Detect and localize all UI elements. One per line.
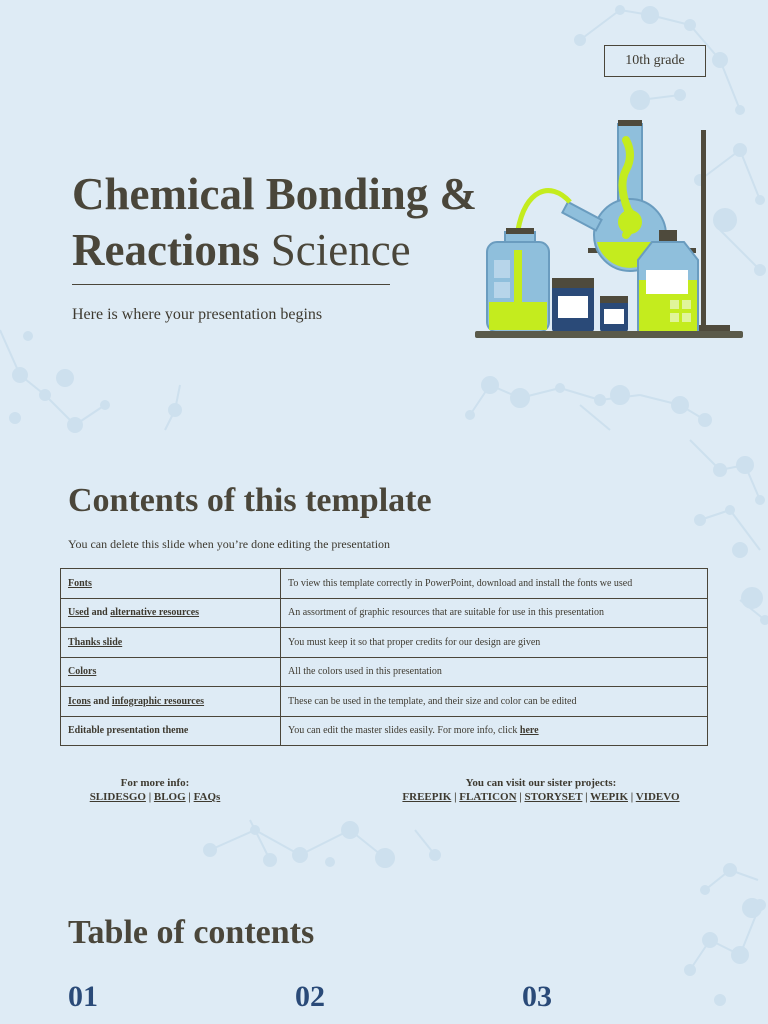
table-row <box>61 598 708 628</box>
table-row <box>61 628 708 658</box>
alternative-resources-link[interactable]: alternative resources <box>110 607 200 619</box>
faqs-link[interactable]: FAQs <box>193 791 221 803</box>
row-value: You must keep it so that proper credits for our design are given <box>281 628 708 658</box>
storyset-link[interactable]: STORYSET <box>524 791 583 803</box>
freepik-link[interactable]: FREEPIK <box>402 791 452 803</box>
more-info-label: For more info: <box>120 777 190 789</box>
row-key <box>61 657 281 687</box>
table-row <box>61 687 708 717</box>
sister-projects-block <box>380 776 702 804</box>
row-key <box>61 687 281 717</box>
chemistry-lab-illustration <box>470 110 750 345</box>
and-text: and <box>91 607 108 619</box>
toc-number-03: 03 <box>522 980 552 1013</box>
row-key <box>61 628 281 658</box>
icons-link[interactable]: Icons <box>68 695 91 707</box>
cover-subtitle: Here is where your presentation begins <box>72 306 323 323</box>
row-key: Editable presentation theme <box>61 716 281 746</box>
row-key <box>61 598 281 628</box>
colors-link[interactable]: Colors <box>68 666 97 678</box>
blog-link[interactable]: BLOG <box>153 791 186 803</box>
contents-heading: Contents of this template <box>68 482 432 519</box>
separator: | <box>585 791 588 803</box>
here-link[interactable]: here <box>519 725 539 737</box>
toc-heading: Table of contents <box>68 914 315 951</box>
videvo-link[interactable]: VIDEVO <box>635 791 680 803</box>
sister-projects-label: You can visit our sister projects: <box>465 777 617 789</box>
row-key <box>61 569 281 599</box>
sister-projects-links <box>380 790 702 804</box>
used-link[interactable]: Used <box>68 607 90 619</box>
title-line-1: Chemical Bonding & <box>72 169 478 219</box>
row-value: An assortment of graphic resources that are suitable for use in this presentation <box>281 598 708 628</box>
grade-badge: 10th grade <box>604 45 706 77</box>
toc-number-02: 02 <box>295 980 325 1013</box>
and-text: and <box>93 695 110 707</box>
separator: | <box>148 791 152 803</box>
title-divider <box>72 284 390 285</box>
thanks-slide-link[interactable]: Thanks slide <box>68 636 123 648</box>
wepik-link[interactable]: WEPIK <box>590 791 629 803</box>
flaticon-link[interactable]: FLATICON <box>459 791 517 803</box>
row-value: All the colors used in this presentation <box>281 657 708 687</box>
title-word-reactions: Reactions <box>72 225 260 275</box>
separator: | <box>188 791 191 803</box>
row-value: These can be used in the template, and their size and color can be edited <box>281 687 708 717</box>
fonts-link[interactable]: Fonts <box>68 577 92 589</box>
row-value <box>281 716 708 746</box>
toc-number-01: 01 <box>68 980 98 1013</box>
row-value: To view this template correctly in PowerPoint, download and install the fonts we used <box>281 569 708 599</box>
title-word-science: Science <box>270 225 411 275</box>
resources-table <box>60 568 708 746</box>
infographic-resources-link[interactable]: infographic resources <box>111 695 205 707</box>
contents-note: You can delete this slide when you’re done editing the presentation <box>68 537 391 551</box>
separator: | <box>454 791 457 803</box>
table-row <box>61 657 708 687</box>
table-row <box>61 716 708 746</box>
cover-title <box>72 166 502 278</box>
table-row <box>61 569 708 599</box>
slidesgo-link[interactable]: SLIDESGO <box>89 791 146 803</box>
separator: | <box>519 791 522 803</box>
separator: | <box>630 791 634 803</box>
row-value-text: You can edit the master slides easily. For more info, click <box>288 725 518 737</box>
more-info-links <box>70 790 240 804</box>
more-info-block <box>70 776 240 804</box>
